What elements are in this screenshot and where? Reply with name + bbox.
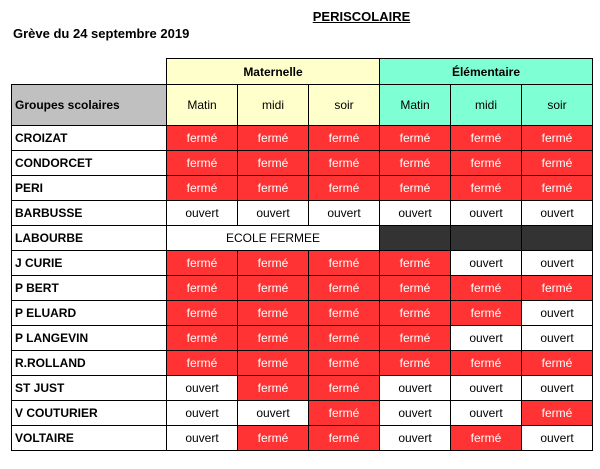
table-row [12, 226, 593, 251]
status-cell: ouvert [522, 326, 593, 351]
no-data-cell [451, 226, 522, 251]
table-row [12, 251, 593, 276]
status-cell: fermé [167, 126, 238, 151]
status-cell: ouvert [451, 251, 522, 276]
status-cell: fermé [380, 151, 451, 176]
status-cell: ouvert [167, 401, 238, 426]
status-cell: fermé [380, 251, 451, 276]
table-row [12, 426, 593, 451]
status-cell: fermé [522, 176, 593, 201]
school-name: V COUTURIER [12, 401, 167, 426]
status-cell: ouvert [380, 376, 451, 401]
table-row [12, 376, 593, 401]
school-name: PERI [12, 176, 167, 201]
status-cell: ouvert [167, 426, 238, 451]
status-cell: fermé [522, 276, 593, 301]
status-cell: fermé [451, 301, 522, 326]
status-cell: fermé [238, 151, 309, 176]
status-cell: fermé [167, 276, 238, 301]
school-name: P BERT [12, 276, 167, 301]
status-cell: fermé [309, 126, 380, 151]
status-cell: fermé [309, 276, 380, 301]
school-name: P ELUARD [12, 301, 167, 326]
status-cell: fermé [451, 351, 522, 376]
blank-corner [12, 59, 167, 85]
table-row [12, 351, 593, 376]
status-cell: fermé [522, 401, 593, 426]
status-cell: fermé [309, 301, 380, 326]
column-header-row [12, 85, 593, 126]
status-cell: ouvert [451, 401, 522, 426]
status-cell: fermé [238, 426, 309, 451]
status-cell: ouvert [522, 301, 593, 326]
status-cell: fermé [167, 176, 238, 201]
status-cell: fermé [167, 351, 238, 376]
no-data-cell [522, 226, 593, 251]
col-maternelle-soir: soir [309, 85, 380, 126]
no-data-cell [380, 226, 451, 251]
status-cell: fermé [522, 126, 593, 151]
school-name: J CURIE [12, 251, 167, 276]
status-cell: fermé [238, 276, 309, 301]
table-row [12, 201, 593, 226]
table-row [12, 301, 593, 326]
status-cell: ouvert [380, 401, 451, 426]
status-cell: fermé [380, 301, 451, 326]
status-cell: fermé [238, 126, 309, 151]
status-cell: fermé [380, 351, 451, 376]
table-row [12, 126, 593, 151]
school-name: R.ROLLAND [12, 351, 167, 376]
status-cell: fermé [451, 126, 522, 151]
page-title: PERISCOLAIRE [312, 9, 411, 24]
table-row [12, 276, 593, 301]
status-cell: fermé [451, 276, 522, 301]
school-name: BARBUSSE [12, 201, 167, 226]
status-cell: ouvert [309, 201, 380, 226]
school-name: LABOURBE [12, 226, 167, 251]
status-cell: ouvert [451, 326, 522, 351]
status-cell: fermé [380, 276, 451, 301]
status-cell: fermé [167, 301, 238, 326]
status-cell: fermé [238, 326, 309, 351]
status-cell: fermé [522, 351, 593, 376]
status-cell: fermé [309, 151, 380, 176]
status-cell: fermé [238, 351, 309, 376]
school-name: VOLTAIRE [12, 426, 167, 451]
status-cell: fermé [451, 426, 522, 451]
status-cell: ouvert [167, 201, 238, 226]
status-cell: ouvert [451, 201, 522, 226]
status-cell: fermé [309, 426, 380, 451]
section-elementaire: Élémentaire [380, 59, 593, 85]
page-subtitle: Grève du 24 septembre 2019 [13, 26, 190, 41]
status-cell: fermé [238, 301, 309, 326]
status-cell: fermé [309, 351, 380, 376]
school-name: P LANGEVIN [12, 326, 167, 351]
status-cell: fermé [167, 151, 238, 176]
status-cell: fermé [380, 176, 451, 201]
status-cell: fermé [309, 401, 380, 426]
table-row [12, 326, 593, 351]
status-cell: ouvert [522, 201, 593, 226]
closed-school-note: ECOLE FERMEE [167, 226, 380, 251]
col-elementaire-soir: soir [522, 85, 593, 126]
status-cell: ouvert [380, 201, 451, 226]
school-name: ST JUST [12, 376, 167, 401]
table-row [12, 176, 593, 201]
groups-label: Groupes scolaires [12, 85, 167, 126]
col-elementaire-matin: Matin [380, 85, 451, 126]
status-cell: fermé [238, 176, 309, 201]
periscolaire-table [11, 58, 593, 451]
status-cell: fermé [309, 176, 380, 201]
school-name: CROIZAT [12, 126, 167, 151]
col-maternelle-midi: midi [238, 85, 309, 126]
status-cell: ouvert [238, 201, 309, 226]
status-cell: ouvert [522, 251, 593, 276]
status-cell: fermé [238, 376, 309, 401]
table-row [12, 151, 593, 176]
status-cell: fermé [451, 176, 522, 201]
school-name: CONDORCET [12, 151, 167, 176]
section-header-row [12, 59, 593, 85]
col-maternelle-matin: Matin [167, 85, 238, 126]
status-cell: fermé [309, 376, 380, 401]
status-cell: fermé [380, 326, 451, 351]
status-cell: fermé [238, 251, 309, 276]
status-cell: fermé [167, 251, 238, 276]
status-cell: ouvert [167, 376, 238, 401]
status-cell: fermé [309, 326, 380, 351]
status-cell: ouvert [238, 401, 309, 426]
status-cell: fermé [522, 151, 593, 176]
status-cell: ouvert [451, 376, 522, 401]
status-cell: fermé [167, 326, 238, 351]
status-cell: fermé [309, 251, 380, 276]
status-cell: ouvert [522, 426, 593, 451]
section-maternelle: Maternelle [167, 59, 380, 85]
status-cell: ouvert [522, 376, 593, 401]
col-elementaire-midi: midi [451, 85, 522, 126]
status-cell: ouvert [380, 426, 451, 451]
status-cell: fermé [451, 151, 522, 176]
table-row [12, 401, 593, 426]
status-cell: fermé [380, 126, 451, 151]
